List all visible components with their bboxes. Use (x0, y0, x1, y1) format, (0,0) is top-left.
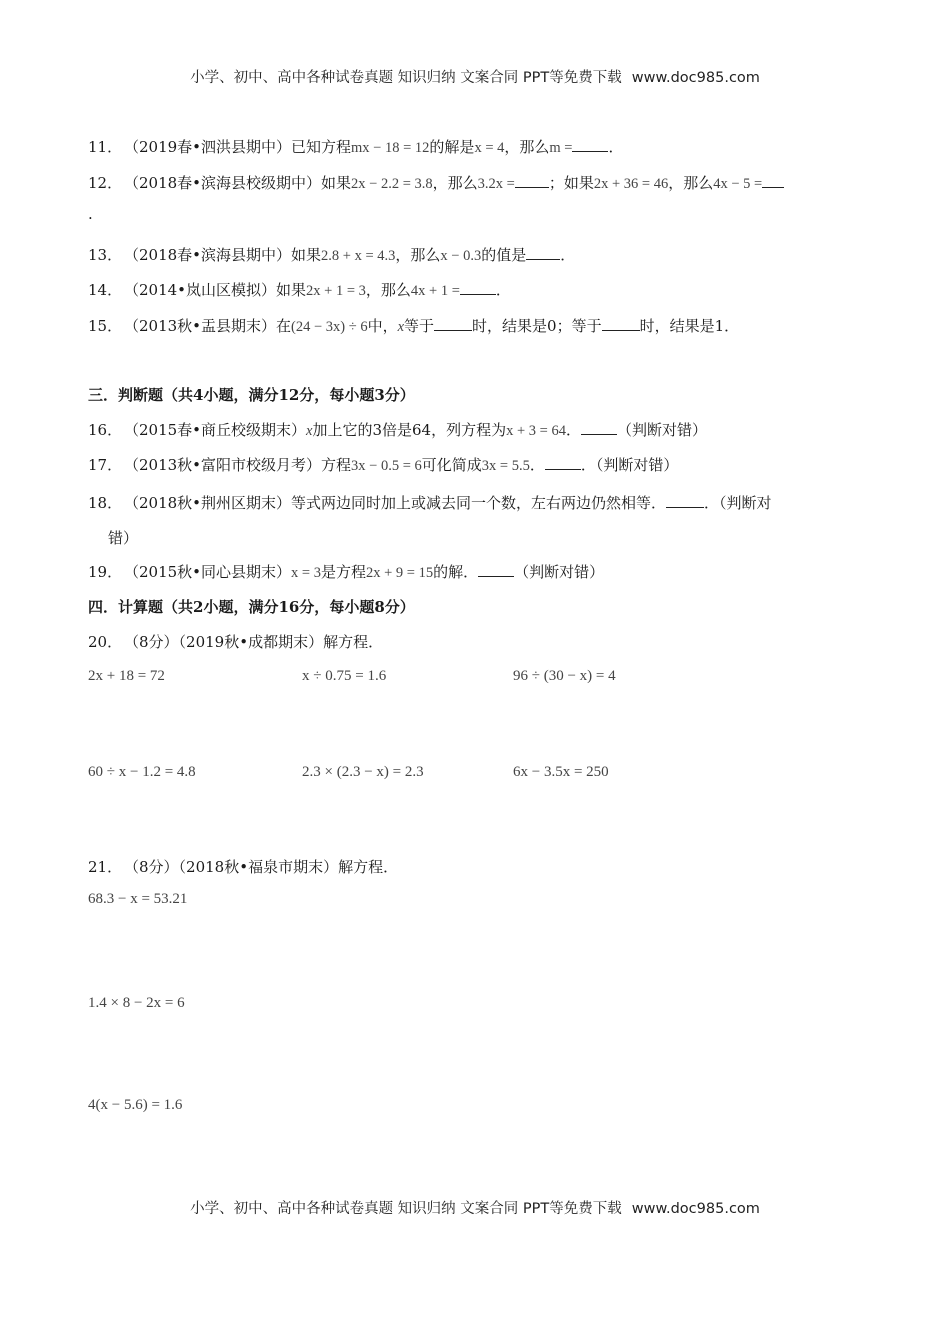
question-text: （判断对错） (514, 563, 605, 581)
equation: 3.2x = (477, 176, 515, 192)
equation: 4x − 5 = (713, 176, 763, 192)
equation: x − 0.3 (440, 248, 482, 264)
question-text: ． (560, 246, 576, 264)
question-18 (88, 492, 772, 513)
section-heading: 三．判断题（共4小题，满分12分，每小题3分） (88, 386, 415, 404)
equation: 4(x − 5.6) = 1.6 (88, 1097, 183, 1113)
question-number: 17． (88, 456, 123, 474)
banner-site: www.doc985.com (631, 70, 760, 86)
equation: mx − 18 = 12 (351, 140, 430, 156)
question-number: 15． (88, 317, 123, 335)
question-text: （2013秋•盂县期末）在 (124, 317, 292, 335)
answer-blank[interactable] (545, 454, 581, 470)
answer-blank[interactable] (478, 561, 514, 577)
equation: x (306, 423, 313, 439)
question-12-end (88, 204, 93, 224)
question-text: （2013秋•富阳市校级月考）方程 (124, 456, 352, 474)
question-text: ． (529, 456, 545, 474)
question-number: 11． (88, 138, 123, 156)
header-banner (0, 66, 950, 87)
answer-blank[interactable] (526, 244, 560, 260)
question-number: 16． (88, 421, 123, 439)
question-text: 时，结果是1． (639, 317, 740, 335)
question-number: 18． (88, 494, 123, 512)
footer-banner (0, 1197, 950, 1218)
question-19 (88, 561, 604, 583)
banner-site: www.doc985.com (631, 1201, 760, 1217)
question-text: （2019春•泗洪县期中）已知方程 (124, 138, 352, 156)
question-text: 时，结果是0；等于 (472, 317, 602, 335)
question-text: ． (608, 138, 624, 156)
question-text: （8分）（2018秋•福泉市期末）解方程． (124, 858, 399, 876)
question-text: 的值是 (481, 246, 527, 264)
equation: 4x + 1 = (410, 283, 460, 299)
question-16 (88, 419, 707, 441)
question-20 (88, 632, 383, 652)
question-text: 中， (367, 317, 398, 335)
question-text: （判断对错） (616, 421, 707, 439)
equation: 3x = 5.5 (481, 458, 530, 474)
question-text: （2018春•滨海县校级期中）如果 (124, 174, 352, 192)
question-text: （2018春•滨海县期中）如果 (124, 246, 322, 264)
question-text: . (88, 205, 93, 223)
equation: 2x − 2.2 = 3.8 (351, 176, 433, 192)
question-text: ，那么 (395, 246, 441, 264)
equation: 96 ÷ (30 − x) = 4 (513, 668, 616, 684)
equation: 2x + 9 = 15 (365, 565, 434, 581)
answer-blank[interactable] (515, 172, 549, 188)
question-text: ，那么 (668, 174, 714, 192)
equation: x = 4 (474, 140, 505, 156)
equation: x = 3 (291, 565, 321, 581)
equation: x (397, 319, 405, 335)
answer-blank[interactable] (666, 492, 704, 508)
question-text: ． (565, 421, 581, 439)
question-text: ；如果 (548, 174, 594, 192)
question-text: （2015秋•同心县期末） (124, 563, 292, 581)
answer-blank[interactable] (581, 419, 617, 435)
question-text: ．（判断对 (704, 494, 772, 512)
equation: 3x − 0.5 = 6 (351, 458, 422, 474)
question-text: 的解． (433, 563, 479, 581)
question-text: 的解是 (429, 138, 475, 156)
equation: (24 − 3x) ÷ 6 (291, 319, 368, 335)
question-text: ，那么 (365, 281, 411, 299)
question-13 (88, 244, 575, 266)
answer-blank[interactable] (762, 172, 784, 188)
equation: m = (549, 140, 573, 156)
question-17 (88, 454, 678, 476)
equation: 2.8 + x = 4.3 (321, 248, 396, 264)
banner-text: 小学、初中、高中各种试卷真题 知识归纳 文案合同 PPT等免费下载 (190, 70, 622, 86)
equation: x + 3 = 64 (506, 423, 566, 439)
equation: 6x − 3.5x = 250 (513, 764, 609, 780)
question-text: （8分）（2019秋•成都期末）解方程． (124, 633, 384, 651)
question-number: 20． (88, 633, 123, 651)
answer-blank[interactable] (434, 315, 472, 331)
question-15 (88, 315, 739, 337)
question-text: ．（判断对错） (580, 456, 679, 474)
question-number: 21． (88, 858, 123, 876)
question-text: ，那么 (504, 138, 550, 156)
question-number: 13． (88, 246, 123, 264)
question-text: ，那么 (432, 174, 478, 192)
banner-text: 小学、初中、高中各种试卷真题 知识归纳 文案合同 PPT等免费下载 (190, 1201, 622, 1217)
question-text: ． (495, 281, 511, 299)
question-text: （2015春•商丘校级期末） (124, 421, 307, 439)
question-11 (88, 136, 624, 158)
question-14 (88, 279, 511, 301)
question-number: 14． (88, 281, 123, 299)
question-text: 是方程 (320, 563, 366, 581)
answer-blank[interactable] (460, 279, 496, 295)
question-number: 19． (88, 563, 123, 581)
equation: 1.4 × 8 − 2x = 6 (88, 995, 185, 1011)
question-text: 加上它的3倍是64，列方程为 (312, 421, 507, 439)
question-text: 等于 (404, 317, 435, 335)
question-18-cont: 错） (108, 529, 139, 547)
equation: 2x + 36 = 46 (593, 176, 669, 192)
answer-blank[interactable] (572, 136, 608, 152)
question-number: 12． (88, 174, 123, 192)
question-12 (88, 172, 784, 194)
equation: 2x + 18 = 72 (88, 668, 165, 684)
question-text: 可化简成 (421, 456, 482, 474)
equation: 68.3 − x = 53.21 (88, 891, 188, 907)
equation: 60 ÷ x − 1.2 = 4.8 (88, 764, 196, 780)
section-heading: 四．计算题（共2小题，满分16分，每小题8分） (88, 598, 415, 616)
question-text: （2014•岚山区模拟）如果 (124, 281, 307, 299)
equation: 2.3 × (2.3 − x) = 2.3 (302, 764, 424, 780)
question-text: （2018秋•荆州区期末）等式两边同时加上或减去同一个数，左右两边仍然相等． (124, 494, 667, 512)
question-21 (88, 857, 398, 877)
equation: x ÷ 0.75 = 1.6 (302, 668, 387, 684)
equation: 2x + 1 = 3 (306, 283, 366, 299)
answer-blank[interactable] (602, 315, 640, 331)
